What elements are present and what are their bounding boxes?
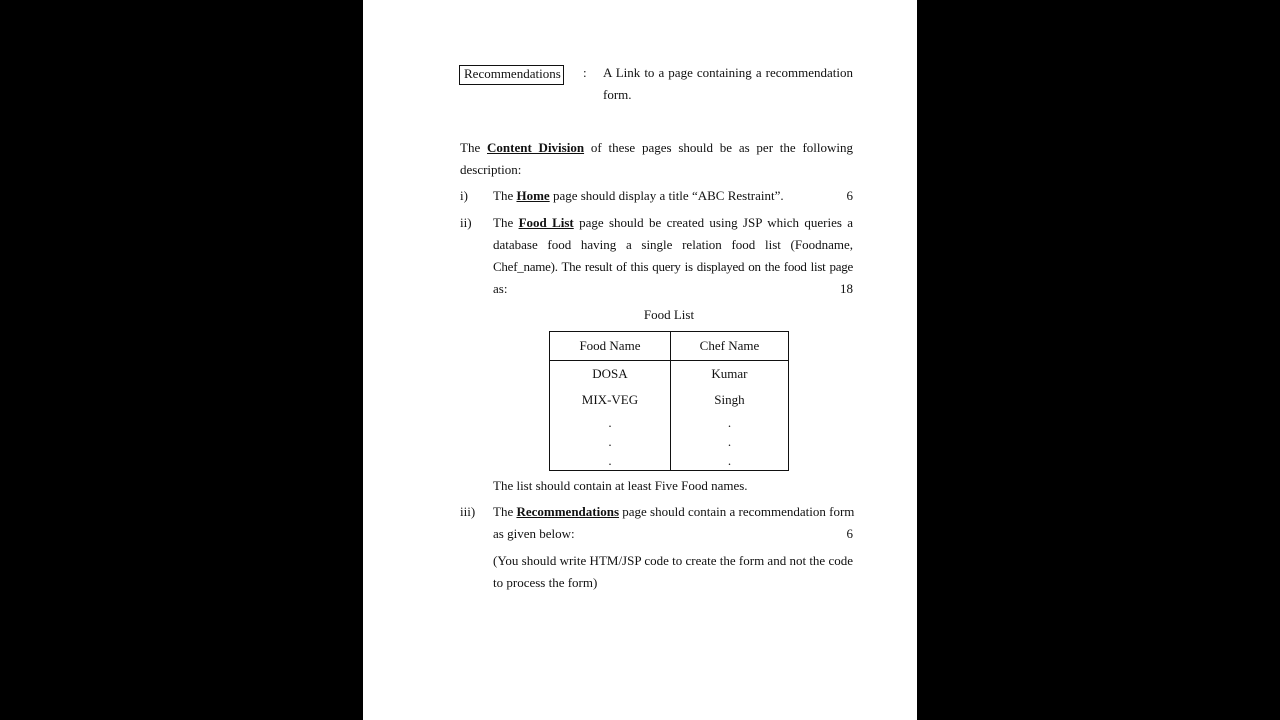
recommendations-label-box (459, 65, 564, 85)
chef-name-cell: . (670, 413, 788, 432)
item-number-iii: iii) (460, 504, 476, 519)
chef-name-cell: . (670, 432, 788, 451)
recommendations-term: Recommendations (516, 504, 620, 519)
document-page (363, 0, 917, 720)
separator-colon: : (583, 65, 587, 80)
recommendations-description-line1: A Link to a page containing a recommendation (603, 65, 853, 80)
text: page should be created using JSP which queries a (579, 215, 854, 230)
food-name-cell: . (550, 451, 671, 471)
recommendations-description-line2: form. (603, 87, 632, 102)
text: The (493, 504, 514, 519)
text: page should contain a recommendation form (622, 504, 855, 519)
item-i-marks: 6 (846, 188, 853, 203)
item-number-ii: ii) (460, 215, 472, 230)
item-ii-line1 (493, 212, 853, 234)
item-iii-line1 (493, 501, 853, 523)
item-ii-line2: database food having a single relation food list (Foodname, (493, 237, 853, 252)
item-ii-marks: 18 (840, 281, 853, 296)
food-name-cell: MIX-VEG (550, 387, 671, 413)
item-ii-line4: as: (493, 281, 508, 296)
content-division-term: Content Division (487, 140, 585, 155)
recommendations-label: Recommendations (464, 66, 561, 81)
item-i-text (493, 185, 784, 207)
header-chef-name: Chef Name (670, 332, 788, 361)
table-row (550, 387, 789, 413)
text: The (493, 188, 514, 203)
table-row (550, 361, 789, 388)
content-intro-line2: description: (460, 162, 522, 177)
text: page should display a title “ABC Restraint”. (552, 188, 784, 203)
food-name-cell: DOSA (550, 361, 671, 388)
table-row (550, 451, 789, 471)
item-iii-line2: as given below: (493, 526, 575, 541)
item-iii-note-line2: to process the form) (493, 575, 598, 590)
table-row (550, 432, 789, 451)
item-number-i: i) (460, 188, 468, 203)
food-table-caption: Food List (643, 307, 695, 322)
text: The (460, 140, 481, 155)
food-name-cell: . (550, 432, 671, 451)
food-table-footer-note: The list should contain at least Five Food names. (493, 478, 748, 493)
item-iii-note-line1: (You should write HTM/JSP code to create the form and not the code (493, 553, 853, 568)
chef-name-cell: Kumar (670, 361, 788, 388)
table-row (550, 413, 789, 432)
item-iii-marks: 6 (846, 526, 853, 541)
food-list-table (549, 331, 789, 471)
header-food-name: Food Name (550, 332, 671, 361)
text: The (493, 215, 514, 230)
chef-name-cell: . (670, 451, 788, 471)
item-ii-line3: Chef_name). The result of this query is displayed on the food list page (493, 259, 853, 274)
chef-name-cell: Singh (670, 387, 788, 413)
food-list-term: Food List (518, 215, 574, 230)
home-term: Home (516, 188, 550, 203)
text: of these pages should be as per the following (590, 140, 854, 155)
food-name-cell: . (550, 413, 671, 432)
table-header-row (550, 332, 789, 361)
content-intro-line1 (460, 137, 853, 159)
